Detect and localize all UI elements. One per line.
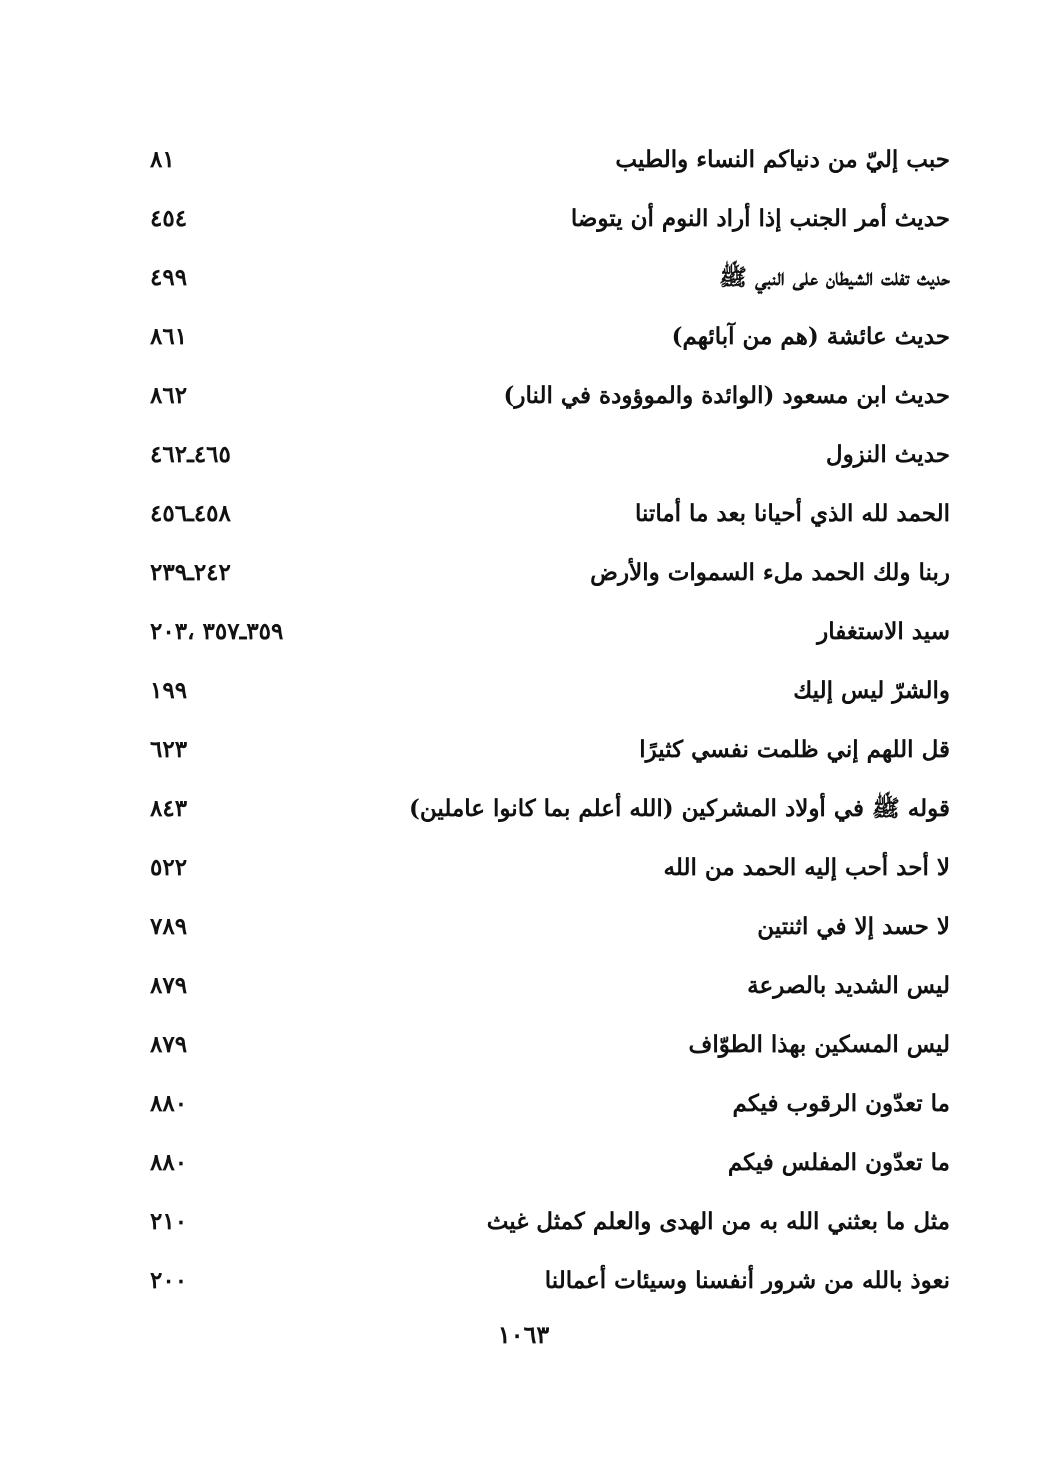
entry-pages: ١٩٩ xyxy=(150,677,188,704)
index-entry xyxy=(150,423,950,482)
entry-pages: ٨٦٢ xyxy=(150,382,188,409)
entry-text: حديث ابن مسعود (الوائدة والموؤودة في النار) xyxy=(503,382,950,409)
index-entry xyxy=(150,777,950,836)
index-entry xyxy=(150,836,950,895)
entry-pages: ٤٦٥ـ٤٦٢ xyxy=(150,441,231,468)
index-entry xyxy=(150,659,950,718)
entry-text: حديث النزول xyxy=(825,441,950,468)
index-entry xyxy=(150,128,950,187)
index-entry xyxy=(150,1190,950,1249)
index-entry xyxy=(150,954,950,1013)
entry-text: والشرّ ليس إليك xyxy=(793,677,950,704)
entry-pages: ٢١٠ xyxy=(150,1208,188,1235)
entry-pages: ٧٨٩ xyxy=(150,913,188,940)
index-entry xyxy=(150,187,950,246)
entry-pages: ٣٥٩ـ٣٥٧ ،٢٠٣ xyxy=(150,618,284,645)
index-entry xyxy=(150,541,950,600)
entry-pages: ٦٢٣ xyxy=(150,736,188,763)
entry-text: ليس المسكين بهذا الطوّاف xyxy=(688,1031,950,1058)
entry-text: لا أحد أحب إليه الحمد من الله xyxy=(663,854,950,881)
entry-text: مثل ما بعثني الله به من الهدى والعلم كمثل غيث xyxy=(486,1208,950,1235)
entry-text: قل اللهم إني ظلمت نفسي كثيرًا xyxy=(639,736,950,763)
index-entry xyxy=(150,364,950,423)
page-number: ١٠٦٣ xyxy=(497,1320,550,1349)
index-entry xyxy=(150,1013,950,1072)
entry-pages: ٨٦١ xyxy=(150,323,188,350)
entry-text: ما تعدّون الرقوب فيكم xyxy=(732,1090,950,1117)
entry-text: حبب إليّ من دنياكم النساء والطيب xyxy=(615,146,950,173)
index-entry xyxy=(150,246,950,305)
entry-pages: ٨٧٩ xyxy=(150,1031,188,1058)
entry-pages: ٤٩٩ xyxy=(150,264,188,291)
entry-pages: ٨٨٠ xyxy=(150,1090,188,1117)
index-entry xyxy=(150,895,950,954)
index-entry xyxy=(150,305,950,364)
entry-text: سيد الاستغفار xyxy=(817,618,950,645)
entry-pages: ٨٧٩ xyxy=(150,972,188,999)
index-entry xyxy=(150,1072,950,1131)
entry-pages: ٨١ xyxy=(150,146,175,173)
entry-pages: ٨٨٠ xyxy=(150,1149,188,1176)
entry-pages: ٢٠٠ xyxy=(150,1267,188,1294)
entry-pages: ٥٢٢ xyxy=(150,854,188,881)
entry-text: الحمد لله الذي أحيانا بعد ما أماتنا xyxy=(634,500,950,527)
entry-text: حديث أمر الجنب إذا أراد النوم أن يتوضا xyxy=(570,205,950,232)
index-entry xyxy=(150,482,950,541)
entry-text: ربنا ولك الحمد ملء السموات والأرض xyxy=(590,559,950,586)
entry-text: قوله ﷺ في أولاد المشركين (الله أعلم بما كانوا عاملين) xyxy=(409,795,950,822)
index-entry xyxy=(150,718,950,777)
entry-text: حديث عائشة (هم من آبائهم) xyxy=(671,323,950,350)
entry-text: ما تعدّون المفلس فيكم xyxy=(727,1149,950,1176)
entry-pages: ٢٤٢ـ٢٣٩ xyxy=(150,559,231,586)
entry-text: ليس الشديد بالصرعة xyxy=(747,972,950,999)
entry-pages: ٨٤٣ xyxy=(150,795,188,822)
index-entry xyxy=(150,600,950,659)
index-entry xyxy=(150,1131,950,1190)
hadith-index-list xyxy=(150,128,950,1308)
entry-text: لا حسد إلا في اثنتين xyxy=(757,913,950,940)
entry-pages: ٤٥٨ـ٤٥٦ xyxy=(150,500,231,527)
entry-pages: ٤٥٤ xyxy=(150,205,188,232)
index-entry xyxy=(150,1249,950,1308)
entry-text: نعوذ بالله من شرور أنفسنا وسيئات أعمالنا xyxy=(544,1267,950,1294)
entry-text: حديث تفلت الشيطان على النبي ﷺ xyxy=(719,264,950,291)
